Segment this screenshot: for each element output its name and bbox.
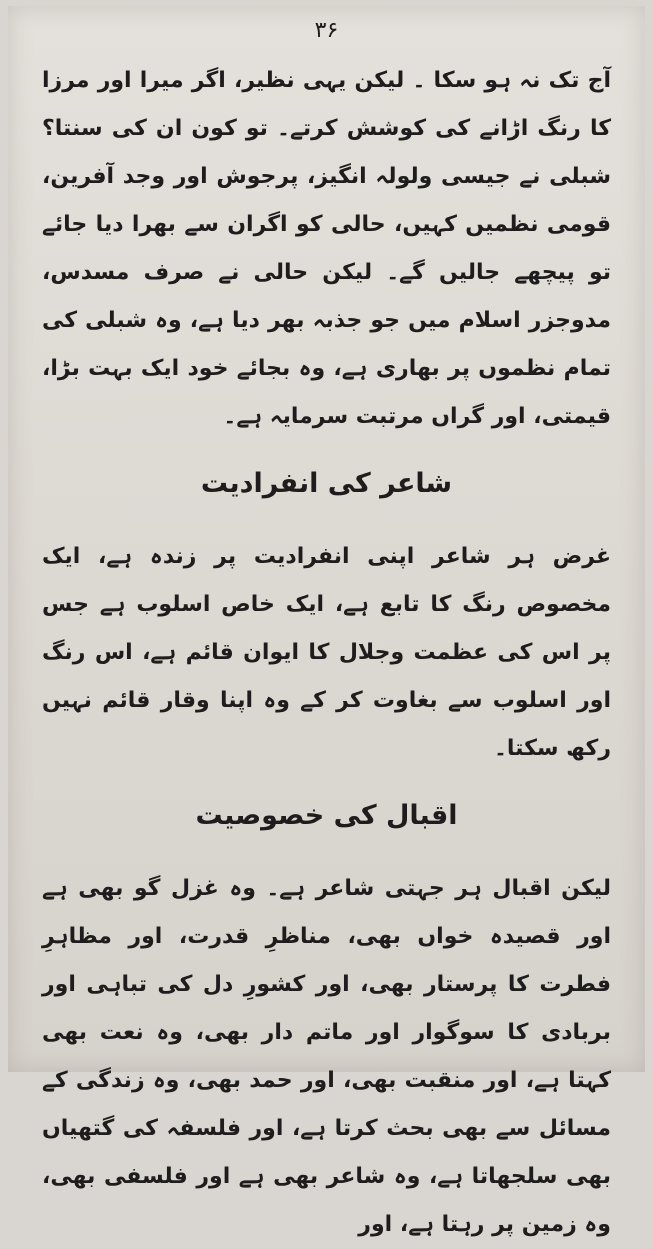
heading-iqbal-distinction: اقبال کی خصوصیت bbox=[195, 800, 458, 831]
book-page bbox=[8, 6, 645, 1237]
paragraph-intro: آج تک نہ ہو سکا ۔ لیکن یہی نظیر، اگر میرا اور مرزا کا رنگ اڑانے کی کوشش کرتے۔ تو کون ان کی سنتا؟ شبلی نے جیسی ولولہ انگیز، پرجوش اور وجد آفرین، قومی نظمیں کہیں، حالی کو اگران سے بھرا دیا جائے تو پیچھے جالیں گے۔ لیکن حالی نے صرف مسدس، مدوجزر اسلام میں جو جذبہ بھر دیا ہے، وہ شبلی کی تمام نظموں پر بھاری ہے، وہ بجائے خود ایک بہت بڑا، قیمتی، اور گراں مرتبت سرمایہ ہے۔ bbox=[42, 68, 611, 429]
paragraph-iqbal: لیکن اقبال ہر جہتی شاعر ہے۔ وہ غزل گو بھی ہے اور قصیدہ خواں بھی، مناظرِ قدرت، اور مظاہرِ فطرت کا پرستار بھی، اور کشورِ دل کی تباہی اور بربادی کا سوگوار اور ماتم دار بھی، وہ نعت بھی کہتا ہے، اور منقبت بھی، اور حمد بھی، وہ زندگی کے مسائل سے بھی بحث کرتا ہے، اور فلسفہ کی گتھیاں بھی سلجھاتا ہے، وہ شاعر بھی ہے اور فلسفی بھی، وہ زمین پر رہتا ہے، اور bbox=[42, 876, 611, 1237]
paragraph-individuality: غرض ہر شاعر اپنی انفرادیت پر زندہ ہے، ایک مخصوص رنگ کا تابع ہے، ایک خاص اسلوب ہے جس پر اس کی عظمت وجلال کا ایوان قائم ہے، اس رنگ اور اسلوب سے بغاوت کر کے وہ اپنا وقار قائم نہیں رکھ سکتا۔ bbox=[42, 544, 611, 761]
page-number: ۳۶ bbox=[314, 18, 339, 43]
heading-poet-individuality: شاعر کی انفرادیت bbox=[200, 468, 453, 499]
